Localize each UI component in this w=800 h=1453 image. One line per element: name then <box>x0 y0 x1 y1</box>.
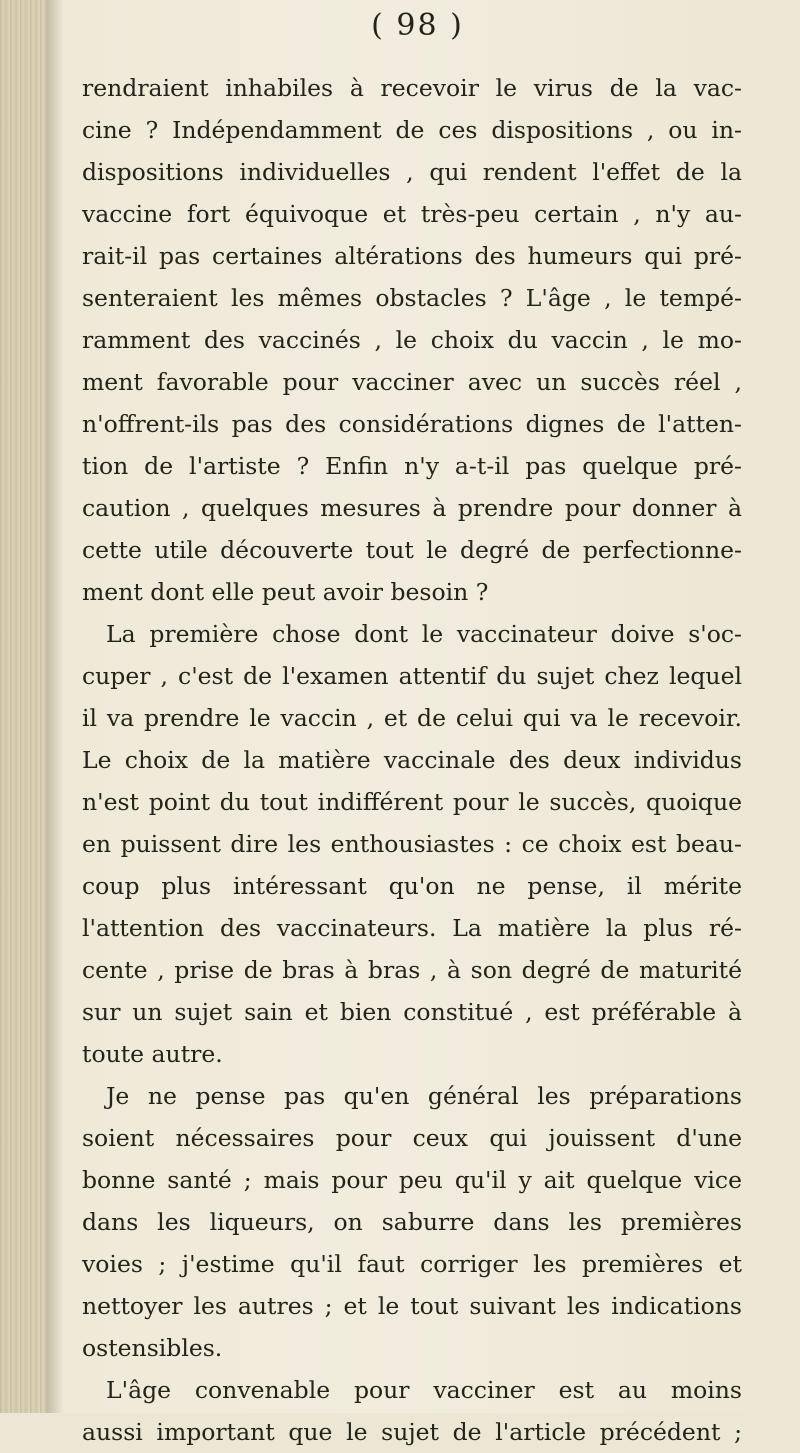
text-line: cente , prise de bras à bras , à son degré de maturité <box>82 956 742 984</box>
text-line: nettoyer les autres ; et le tout suivant les indications <box>82 1292 742 1320</box>
text-line: coup plus intéressant qu'on ne pense, il mérite <box>82 872 742 900</box>
text-line: toute autre. <box>82 1040 223 1068</box>
text-line: il va prendre le vaccin , et de celui qui va le recevoir. <box>82 704 742 732</box>
text-line: n'est point du tout indifférent pour le succès, quoique <box>82 788 742 816</box>
text-line: voies ; j'estime qu'il faut corriger les premières et <box>82 1250 742 1278</box>
text-line: Le choix de la matière vaccinale des deux individus <box>82 746 742 774</box>
text-line: dispositions individuelles , qui rendent l'effet de la <box>82 158 742 186</box>
text-line: l'attention des vaccinateurs. La matière la plus ré- <box>82 914 742 942</box>
text-line: L'âge convenable pour vacciner est au moins <box>106 1376 742 1404</box>
text-line: n'offrent-ils pas des considérations dignes de l'atten- <box>82 410 742 438</box>
text-line: en puissent dire les enthousiastes : ce choix est beau- <box>82 830 742 858</box>
text-line: cine ? Indépendamment de ces dispositions , ou in- <box>82 116 742 144</box>
text-line: soient nécessaires pour ceux qui jouissent d'une <box>82 1124 742 1152</box>
text-line: rendraient inhabiles à recevoir le virus de la vac- <box>82 74 742 102</box>
text-line: ment dont elle peut avoir besoin ? <box>82 578 489 606</box>
page-number: ( 98 ) <box>371 8 464 43</box>
text-line: Je ne pense pas qu'en général les préparations <box>106 1082 742 1110</box>
text-line: sur un sujet sain et bien constitué , est préférable à <box>82 998 742 1026</box>
text-line: cette utile découverte tout le degré de perfectionne- <box>82 536 742 564</box>
text-line: ostensibles. <box>82 1334 223 1362</box>
text-line: ramment des vaccinés , le choix du vaccin , le mo- <box>82 326 742 354</box>
text-line: caution , quelques mesures à prendre pour donner à <box>82 494 742 522</box>
text-line: tion de l'artiste ? Enfin n'y a-t-il pas quelque pré- <box>82 452 742 480</box>
text-line: aussi important que le sujet de l'article précédent ; <box>82 1418 742 1446</box>
text-line: dans les liqueurs, on saburre dans les premières <box>82 1208 742 1236</box>
gutter-shadow <box>46 0 64 1413</box>
text-line: senteraient les mêmes obstacles ? L'âge , le tempé- <box>82 284 742 312</box>
text-line: cuper , c'est de l'examen attentif du sujet chez lequel <box>82 662 742 690</box>
book-binding <box>0 0 46 1413</box>
text-line: vaccine fort équivoque et très-peu certain , n'y au- <box>82 200 742 228</box>
text-line: bonne santé ; mais pour peu qu'il y ait quelque vice <box>82 1166 742 1194</box>
body-text <box>82 67 742 1453</box>
text-line: La première chose dont le vaccinateur doive s'oc- <box>106 620 742 648</box>
text-line: ment favorable pour vacciner avec un succès réel , <box>82 368 742 396</box>
text-line: rait-il pas certaines altérations des humeurs qui pré- <box>82 242 742 270</box>
